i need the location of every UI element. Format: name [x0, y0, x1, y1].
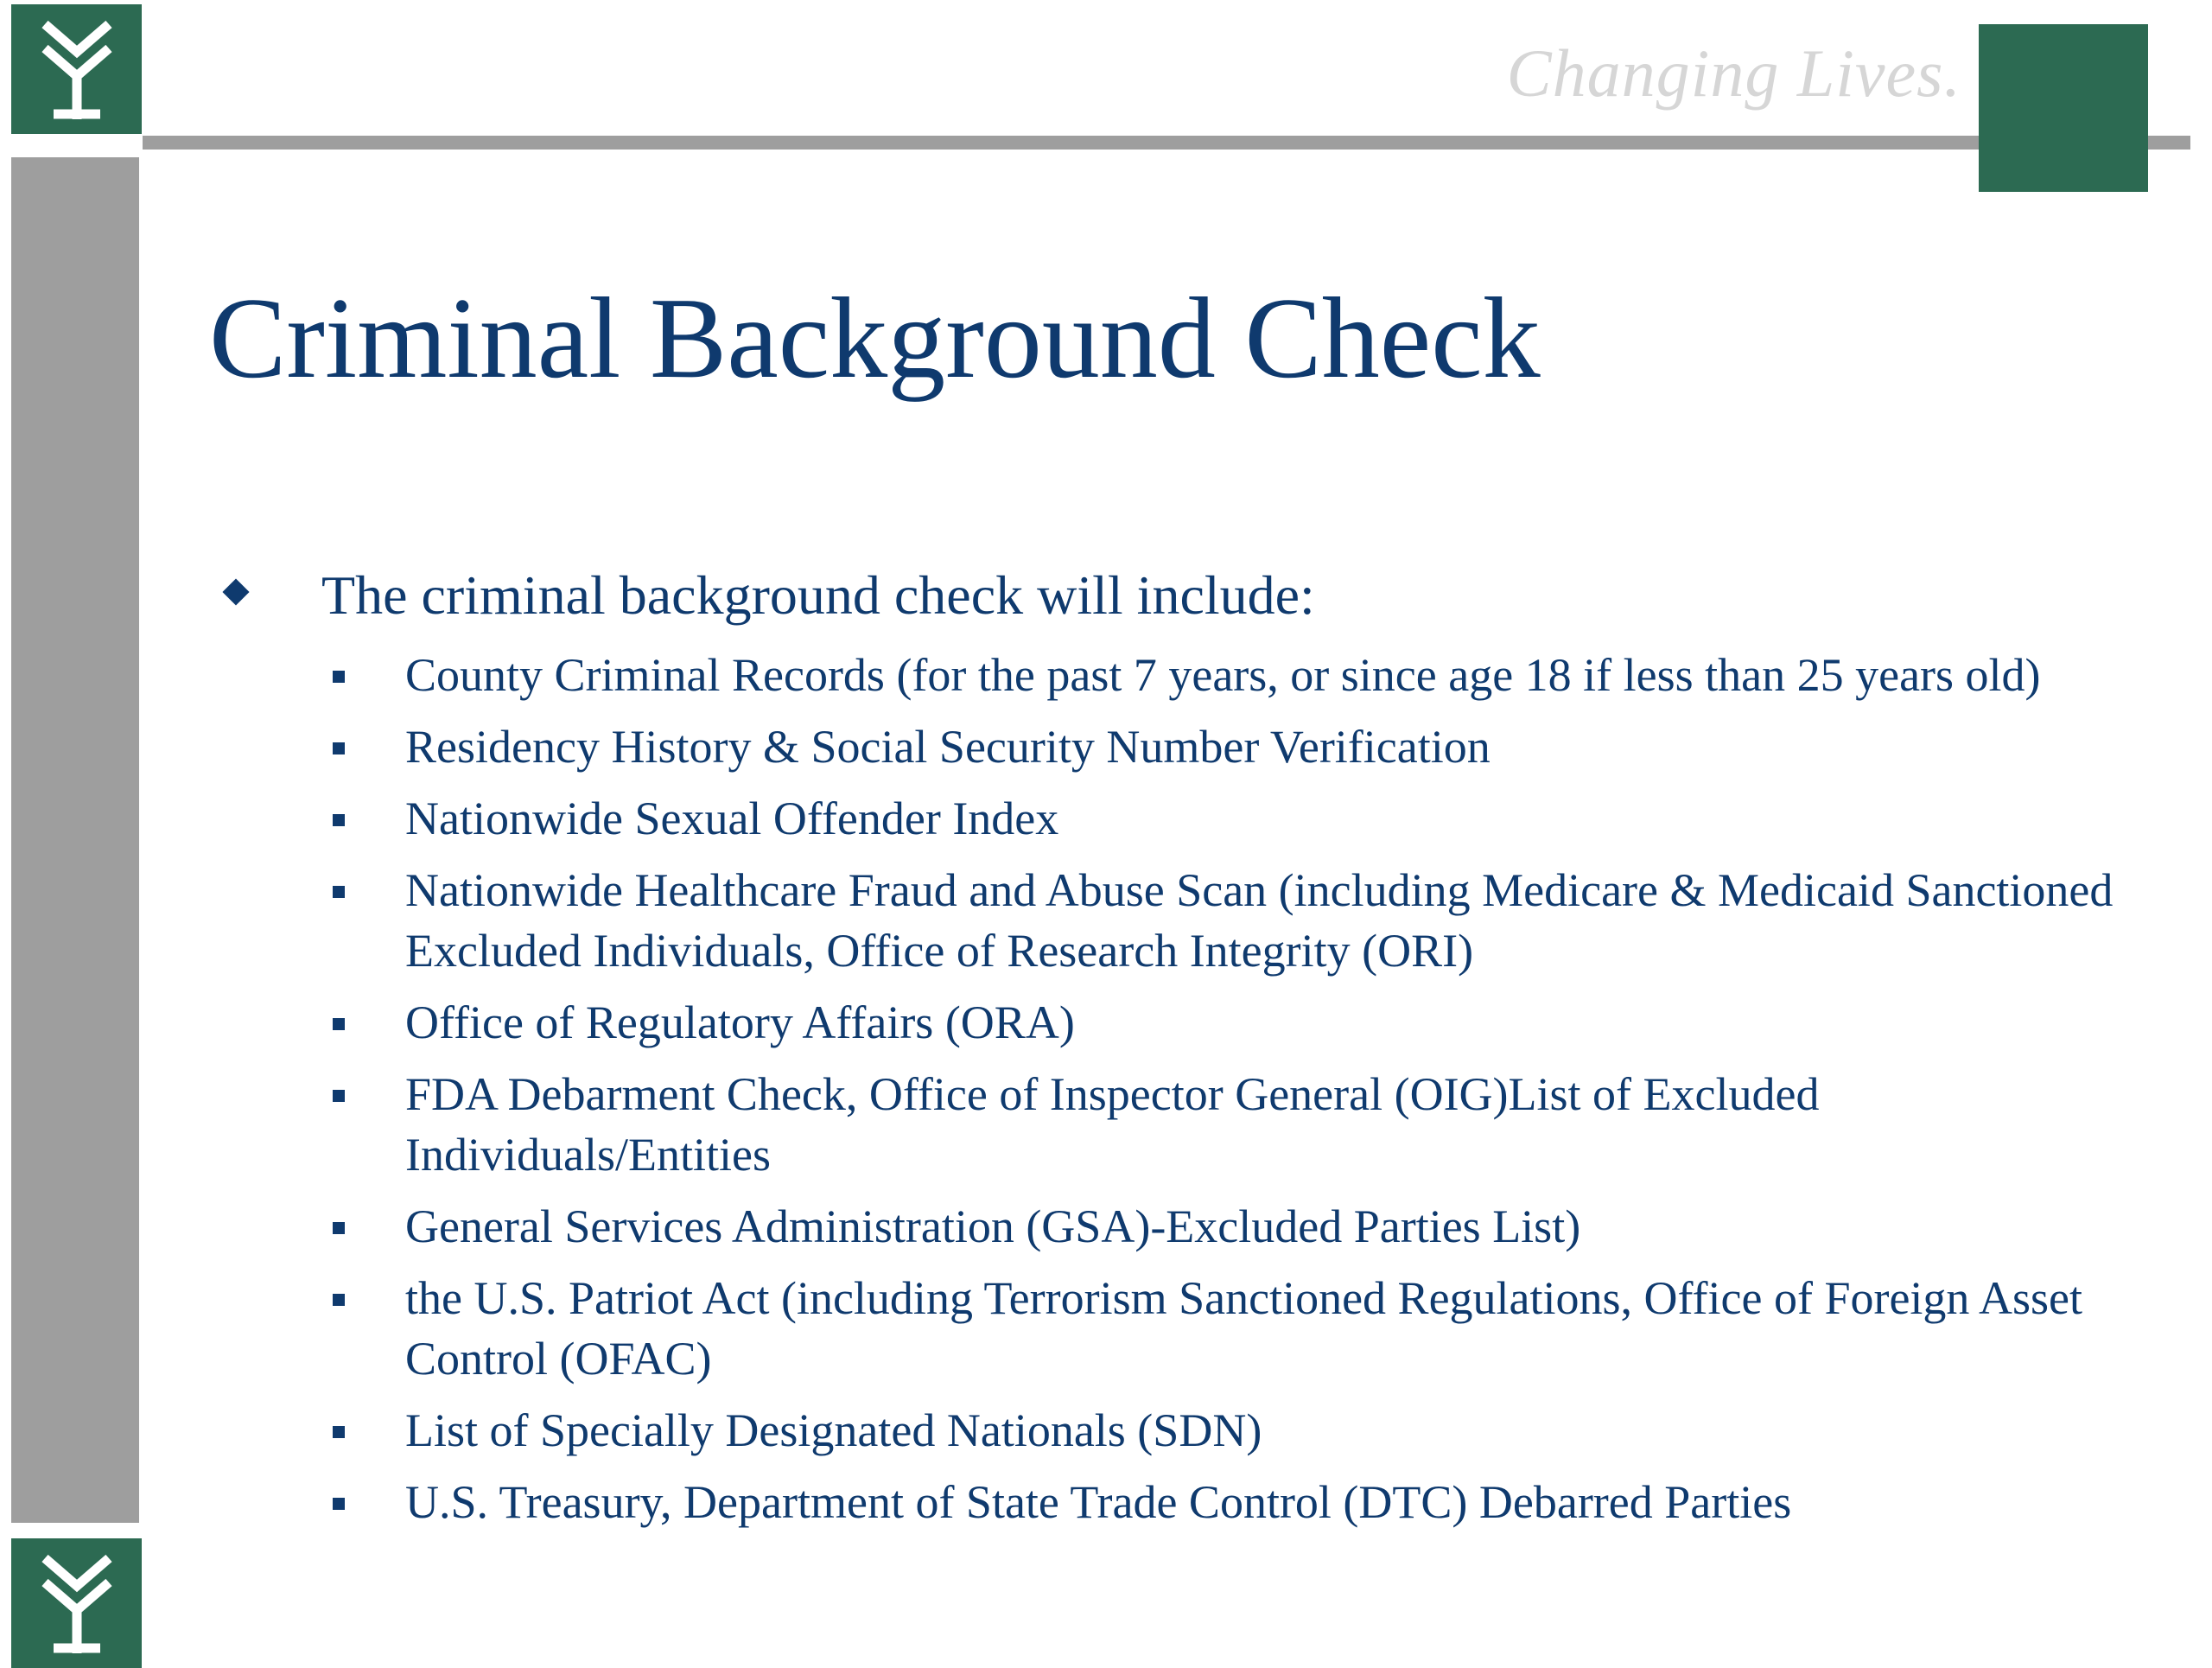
list-item: [333, 716, 2130, 777]
square-bullet-icon: [333, 1222, 345, 1234]
square-bullet-icon: [333, 1294, 345, 1306]
square-bullet-icon: [333, 1426, 345, 1438]
list-item: [333, 1064, 2130, 1185]
corner-accent-square: [1979, 24, 2148, 192]
list-item-text: List of Specially Designated Nationals (SDN): [405, 1404, 1262, 1456]
list-item-text: Nationwide Sexual Offender Index: [405, 793, 1059, 844]
square-bullet-icon: [333, 886, 345, 898]
list-item-text: Residency History & Social Security Number Verification: [405, 721, 1491, 773]
check-items-list: [333, 645, 2130, 1544]
list-item: [333, 860, 2130, 981]
list-item-text: U.S. Treasury, Department of State Trade Control (DTC) Debarred Parties: [405, 1476, 1792, 1528]
square-bullet-icon: [333, 814, 345, 826]
list-item-text: the U.S. Patriot Act (including Terrorism Sanctioned Regulations, Office of Foreign Asset Control (OFAC): [405, 1272, 2082, 1385]
square-bullet-icon: [333, 742, 345, 754]
stylized-y-logo-icon: [29, 1551, 124, 1655]
square-bullet-icon: [333, 671, 345, 683]
list-item: [333, 788, 2130, 849]
diamond-bullet-icon: [222, 578, 249, 605]
slide-title: Criminal Background Check: [209, 274, 1541, 402]
list-item-text: County Criminal Records (for the past 7 years, or since age 18 if less than 25 years old): [405, 649, 2041, 701]
list-item-text: Nationwide Healthcare Fraud and Abuse Scan (including Medicare & Medicaid Sanctioned Excluded Individuals, Office of Research Integrity (ORI): [405, 864, 2113, 977]
header-rule: [143, 136, 2190, 150]
list-item: [333, 1196, 2130, 1257]
stylized-y-logo-icon: [29, 17, 124, 121]
list-item-text: FDA Debarment Check, Office of Inspector General (OIG)List of Excluded Individuals/Entities: [405, 1068, 1820, 1181]
list-item: [333, 1400, 2130, 1461]
tagline-watermark: Changing Lives.: [1506, 35, 1961, 111]
list-item-text: Office of Regulatory Affairs (ORA): [405, 996, 1075, 1048]
list-item: [333, 1472, 2130, 1532]
list-item: [333, 992, 2130, 1053]
left-sidebar-bar: [11, 157, 139, 1523]
list-item-text: General Services Administration (GSA)-Excluded Parties List): [405, 1200, 1581, 1252]
square-bullet-icon: [333, 1498, 345, 1510]
square-bullet-icon: [333, 1090, 345, 1102]
list-item: [333, 1268, 2130, 1389]
main-bullet: [209, 562, 2110, 629]
bottom-logo: [11, 1538, 142, 1668]
main-bullet-text: The criminal background check will include:: [321, 564, 1315, 626]
top-logo: [11, 4, 142, 134]
list-item: [333, 645, 2130, 705]
square-bullet-icon: [333, 1018, 345, 1030]
